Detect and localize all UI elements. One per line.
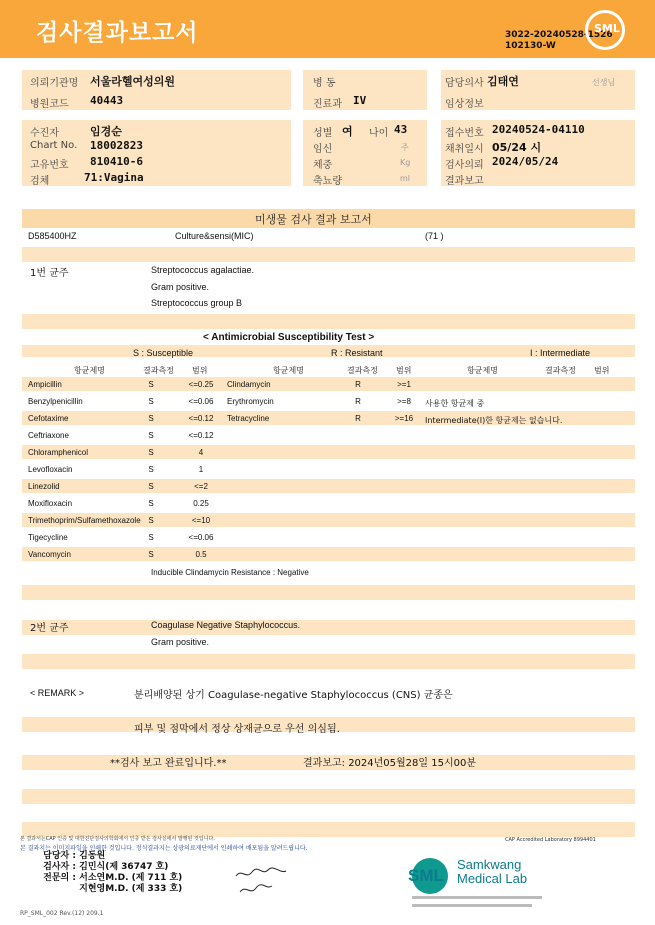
band bbox=[22, 789, 635, 804]
strain2-line: Coagulase Negative Staphylococcus. bbox=[151, 620, 301, 630]
ast-drug-name: Cefotaxime bbox=[28, 414, 69, 423]
ast-mic-value: >=8 bbox=[397, 397, 411, 406]
hospital-code-value: 40443 bbox=[90, 94, 124, 107]
col-header-result-measure: 결과측정 bbox=[545, 366, 576, 375]
doctor-value: 김태연 bbox=[487, 75, 519, 88]
col-header-range: 범위 bbox=[396, 366, 412, 375]
intermediate-note: 사용한 항균제 중 bbox=[425, 399, 485, 408]
hospital-value: 서울라헬여성의원 bbox=[90, 75, 176, 88]
lab-address-line bbox=[412, 896, 542, 899]
sml-header-logo-text: SML bbox=[594, 22, 620, 35]
specimen-value: 71:Vagina bbox=[84, 171, 144, 184]
ast-mic-value: 1 bbox=[198, 465, 204, 474]
report-complete-text: **검사 보고 완료입니다.** bbox=[110, 758, 227, 769]
report-number-line1: 3022-20240528-1526 bbox=[505, 30, 613, 40]
strain1-label: 1번 균주 bbox=[30, 268, 69, 279]
staff-line: 전문의 : 서소연M.D. (제 711 호) bbox=[43, 873, 183, 883]
lab-name-line2: Medical Lab bbox=[457, 871, 528, 886]
staff-line: 지현영M.D. (제 333 호) bbox=[79, 884, 183, 894]
col-header-drug: 항균제명 bbox=[467, 366, 498, 375]
lab-contact-line bbox=[412, 904, 532, 907]
legend-resistant: R : Resistant bbox=[331, 348, 383, 358]
ast-mic-value: <=0.12 bbox=[188, 431, 214, 440]
remark-line1: 분리배양된 상기 Coagulase-negative Staphylococcus (CNS) 균종은 bbox=[134, 690, 453, 701]
urine-unit: ml bbox=[400, 174, 411, 183]
staff-line: 담당자 : 김동원 bbox=[43, 851, 106, 861]
col-header-range: 범위 bbox=[192, 366, 208, 375]
department-value: IV bbox=[353, 94, 367, 107]
ast-drug-name: Benzylpenicillin bbox=[28, 397, 83, 406]
ast-result: R bbox=[355, 414, 361, 423]
patient-name-value: 임경순 bbox=[90, 125, 122, 138]
form-number: RP_SML_002 Rev.(12) 209.1 bbox=[20, 910, 104, 917]
ast-title: < Antimicrobial Susceptibility Test > bbox=[203, 332, 375, 343]
test-name: Culture&sensi(MIC) bbox=[175, 231, 254, 241]
ast-drug-name: Levofloxacin bbox=[28, 465, 73, 474]
hospital-code-label: 병원코드 bbox=[30, 99, 69, 110]
sml-lab-logo-text: SML bbox=[408, 866, 444, 885]
ast-result: S bbox=[148, 499, 154, 508]
ast-drug-name: Erythromycin bbox=[227, 397, 274, 406]
inducible-note: Inducible Clindamycin Resistance : Negative bbox=[151, 568, 309, 577]
col-header-result-measure: 결과측정 bbox=[143, 366, 174, 375]
ward-label: 병 동 bbox=[313, 78, 336, 89]
ast-result: S bbox=[148, 397, 154, 406]
band bbox=[22, 377, 635, 391]
report-number-line2: 102130-W bbox=[505, 41, 556, 51]
ast-result: R bbox=[355, 397, 361, 406]
receipt-value: 20240524-04110 bbox=[492, 123, 585, 136]
hospital-label: 의뢰기관명 bbox=[30, 78, 79, 89]
intermediate-note: Intermediate(I)한 항균제는 없습니다. bbox=[425, 416, 563, 425]
ast-mic-value: 0.5 bbox=[195, 550, 207, 559]
ast-result: S bbox=[148, 414, 154, 423]
lab-name-line1: Samkwang bbox=[457, 857, 522, 872]
patient-id-value: 810410-6 bbox=[90, 155, 143, 168]
pregnancy-label: 임신 bbox=[313, 144, 333, 155]
ast-result: S bbox=[148, 516, 154, 525]
band bbox=[22, 479, 635, 493]
remark-line2: 피부 및 점막에서 정상 상재균으로 우선 의심됨. bbox=[134, 724, 340, 735]
ast-result: S bbox=[148, 482, 154, 491]
patient-id-label: 고유번호 bbox=[30, 160, 69, 171]
ast-mic-value: 0.25 bbox=[193, 499, 209, 508]
ast-drug-name: Ampicillin bbox=[28, 380, 62, 389]
signature-icon bbox=[232, 862, 290, 900]
strain1-line: Streptococcus agalactiae. bbox=[151, 265, 255, 275]
staff-list bbox=[36, 851, 182, 895]
age-label: 나이 bbox=[369, 128, 389, 139]
col-header-drug: 항균제명 bbox=[273, 366, 304, 375]
ast-drug-name: Vancomycin bbox=[28, 550, 71, 559]
ast-mic-value: <=0.12 bbox=[188, 414, 214, 423]
ast-drug-name: Ceftriaxone bbox=[28, 431, 69, 440]
ast-result: S bbox=[148, 465, 154, 474]
sex-value: 여 bbox=[342, 125, 353, 138]
footer-fine-print: 본 결과서는CAP 인증 및 대한진단검사의학회에서 인증 받은 검사실에서 발행된 것입니다. bbox=[20, 836, 215, 842]
receipt-label: 접수번호 bbox=[445, 128, 484, 139]
band bbox=[22, 585, 635, 600]
report-title: 검사결과보고서 bbox=[36, 20, 199, 46]
strain1-line: Streptococcus group B bbox=[151, 298, 243, 308]
ast-mic-value: <=0.06 bbox=[188, 533, 214, 542]
ast-mic-value: <=0.25 bbox=[188, 380, 214, 389]
test-specimen: (71 ) bbox=[425, 231, 444, 241]
strain1-line: Gram positive. bbox=[151, 282, 210, 292]
legend-susceptible: S : Susceptible bbox=[133, 348, 194, 358]
lab-name bbox=[457, 858, 527, 886]
weight-unit: Kg bbox=[400, 158, 411, 167]
band bbox=[22, 445, 635, 459]
footer-notice: 본 결과지는 이미지파일을 인쇄한 것입니다. 정식결과지는 상광의료재단에서 인쇄하여 배포됨을 알려드립니다. bbox=[20, 845, 308, 852]
remark-label: < REMARK > bbox=[30, 688, 85, 698]
specimen-label: 검체 bbox=[30, 176, 50, 187]
chart-no-label: Chart No. bbox=[30, 140, 78, 151]
ast-mic-value: 4 bbox=[198, 448, 204, 457]
collect-label: 채취일시 bbox=[445, 144, 484, 155]
ast-result: R bbox=[355, 380, 361, 389]
ast-mic-value: <=0.06 bbox=[188, 397, 214, 406]
strain2-line: Gram positive. bbox=[151, 637, 210, 647]
ast-result: S bbox=[148, 550, 154, 559]
ast-mic-value: >=16 bbox=[394, 414, 414, 423]
clinical-info-label: 임상정보 bbox=[445, 99, 484, 110]
age-value: 43 bbox=[394, 123, 408, 136]
band bbox=[22, 654, 635, 669]
ast-drug-name: Chloramphenicol bbox=[28, 448, 89, 457]
ast-mic-value: >=1 bbox=[397, 380, 411, 389]
legend-intermediate: I : Intermediate bbox=[530, 348, 591, 358]
ast-drug-name: Tetracycline bbox=[227, 414, 270, 423]
chart-no-value: 18002823 bbox=[90, 139, 143, 152]
ast-mic-value: <=10 bbox=[191, 516, 211, 525]
band bbox=[22, 247, 635, 262]
ast-drug-name: Trimethoprim/Sulfamethoxazole bbox=[28, 516, 141, 525]
test-code: D585400HZ bbox=[28, 231, 77, 241]
weight-label: 체중 bbox=[313, 160, 333, 171]
ast-drug-name: Linezolid bbox=[28, 482, 60, 491]
doctor-suffix: 선생님 bbox=[592, 78, 616, 87]
request-value: 2024/05/24 bbox=[492, 155, 559, 168]
col-header-range: 범위 bbox=[594, 366, 610, 375]
band bbox=[22, 314, 635, 329]
department-label: 진료과 bbox=[313, 99, 342, 110]
col-header-drug: 항균제명 bbox=[74, 366, 105, 375]
patient-info-box bbox=[22, 120, 291, 186]
patient-name-label: 수진자 bbox=[30, 128, 59, 139]
report-section-title: 미생물 검사 결과 보고서 bbox=[255, 213, 372, 226]
ast-mic-value: <=2 bbox=[194, 482, 208, 491]
request-label: 검사의뢰 bbox=[445, 160, 484, 171]
ast-result: S bbox=[148, 448, 154, 457]
ast-drug-name: Clindamycin bbox=[227, 380, 271, 389]
ast-result: S bbox=[148, 431, 154, 440]
staff-line: 검사자 : 김민식(제 36747 호) bbox=[43, 862, 169, 872]
result-report-label: 결과보고 bbox=[445, 176, 484, 187]
sex-label: 성별 bbox=[313, 128, 333, 139]
ast-drug-name: Tigecycline bbox=[28, 533, 68, 542]
footer-accredited: CAP Accredited Laboratory 8994401 bbox=[505, 837, 596, 843]
band bbox=[22, 620, 635, 635]
report-time: 결과보고: 2024년05월28일 15시00분 bbox=[303, 758, 477, 769]
doctor-label: 담당의사 bbox=[445, 78, 484, 89]
ast-result: S bbox=[148, 380, 154, 389]
band bbox=[22, 547, 635, 561]
col-header-result-measure: 결과측정 bbox=[347, 366, 378, 375]
pregnancy-unit: 주 bbox=[401, 143, 409, 152]
strain2-label: 2번 균주 bbox=[30, 623, 69, 634]
ast-result: S bbox=[148, 533, 154, 542]
ast-drug-name: Moxifloxacin bbox=[28, 499, 73, 508]
urine-label: 축뇨량 bbox=[313, 176, 342, 187]
collect-value: 05/24 시 bbox=[492, 141, 542, 154]
